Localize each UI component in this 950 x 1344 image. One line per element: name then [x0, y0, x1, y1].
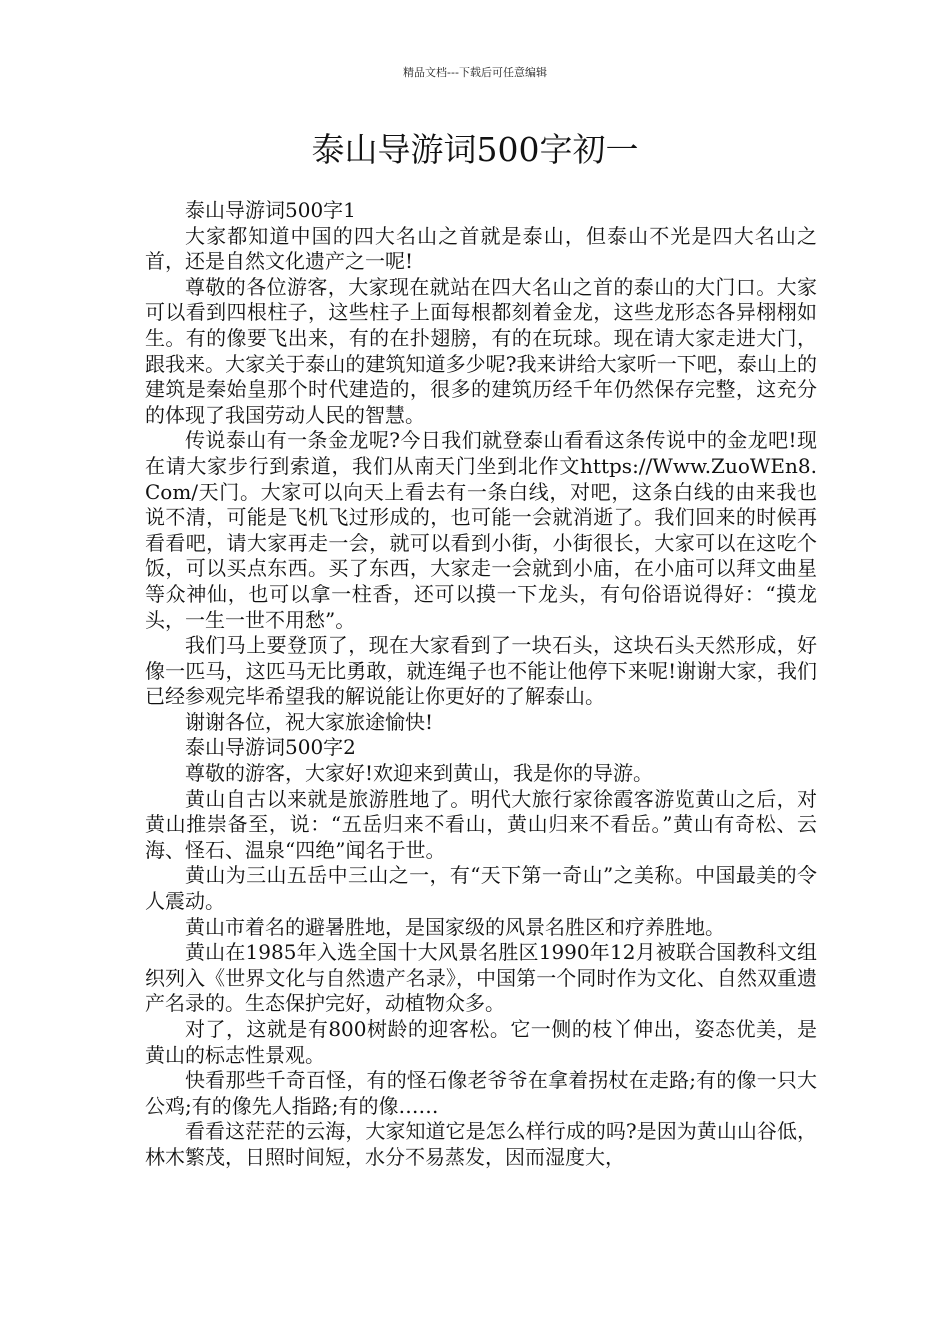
document-title: 泰山导游词500字初一 — [311, 130, 639, 169]
paragraph: 传说泰山有一条金龙呢?今日我们就登泰山看看这条传说中的金龙吧!现在请大家步行到索道，我们从南天门坐到北作文https://Www.ZuoWEn8.Com/天门。大家可以向天上看去有一条白线，对吧，这条白线的由来我也说不清，可能是飞机飞过形成的，也可能一会就消逝了。我们回来的时候再看看吧，请大家再走一会，就可以看到小街，小街很长，大家可以在这吃个饭，可以买点东西。买了东西，大家走一会就到小庙，在小庙可以拜文曲星等众神仙，也可以拿一柱香，还可以摸一下龙头，有句俗语说得好：“摸龙头，一生一世不用愁”。 — [145, 428, 817, 632]
document-body — [145, 198, 817, 1171]
paragraph: 对了，这就是有800树龄的迎客松。它一侧的枝丫伸出，姿态优美，是黄山的标志性景观。 — [145, 1017, 817, 1067]
paragraph: 快看那些千奇百怪，有的怪石像老爷爷在拿着拐杖在走路;有的像一只大公鸡;有的像先人指路;有的像…… — [145, 1068, 817, 1118]
paragraph: 尊敬的游客，大家好!欢迎来到黄山，我是你的导游。 — [185, 761, 654, 786]
paragraph: 黄山在1985年入选全国十大风景名胜区1990年12月被联合国教科文组织列入《世界文化与自然遗产名录》，中国第一个同时作为文化、自然双重遗产名录的。生态保护完好，动植物众多。 — [145, 940, 817, 1016]
paragraph: 黄山为三山五岳中三山之一，有“天下第一奇山”之美称。中国最美的令人震动。 — [145, 863, 817, 914]
paragraph: 看看这茫茫的云海，大家知道它是怎么样行成的吗?是因为黄山山谷低，林木繁茂，日照时间短，水分不易蒸发，因而湿度大， — [145, 1119, 817, 1169]
page-header-note: 精品文档---下载后可任意编辑 — [403, 66, 547, 79]
paragraph: 黄山市着名的避暑胜地，是国家级的风景名胜区和疗养胜地。 — [185, 914, 725, 939]
section-heading-2: 泰山导游词500字2 — [185, 735, 356, 760]
paragraph: 黄山自古以来就是旅游胜地了。明代大旅行家徐霞客游览黄山之后，对黄山推崇备至，说：“五岳归来不看山，黄山归来不看岳。”黄山有奇松、云海、怪石、温泉“四绝”闻名于世。 — [145, 786, 817, 862]
paragraph: 我们马上要登顶了，现在大家看到了一块石头，这块石头天然形成，好像一匹马，这匹马无比勇敢，就连绳子也不能让他停下来呢!谢谢大家，我们已经参观完毕希望我的解说能让你更好的了解泰山。 — [145, 633, 817, 709]
paragraph: 谢谢各位，祝大家旅途愉快! — [185, 709, 434, 734]
paragraph: 尊敬的各位游客，大家现在就站在四大名山之首的泰山的大门口。大家可以看到四根柱子，这些柱子上面每根都刻着金龙，这些龙形态各异栩栩如生。有的像要飞出来，有的在扑翅膀，有的在玩球。现在请大家走进大门，跟我来。大家关于泰山的建筑知道多少呢?我来讲给大家听一下吧，泰山上的建筑是秦始皇那个时代建造的，很多的建筑历经千年仍然保存完整，这充分的体现了我国劳动人民的智慧。 — [145, 274, 817, 427]
section-heading-1: 泰山导游词500字1 — [185, 198, 356, 222]
paragraph: 大家都知道中国的四大名山之首就是泰山，但泰山不光是四大名山之首，还是自然文化遗产之一呢! — [145, 223, 817, 274]
